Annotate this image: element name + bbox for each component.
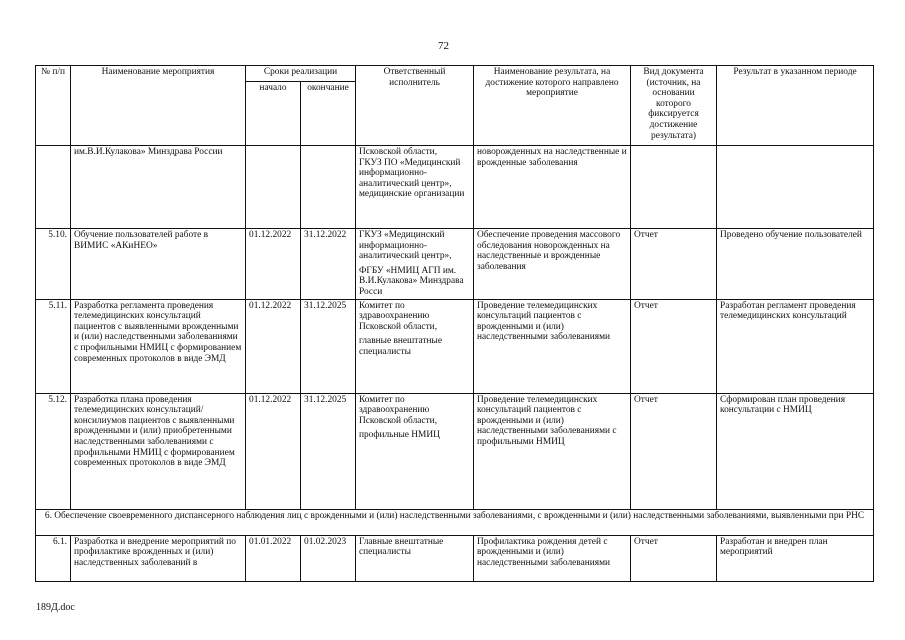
- row-result-name: Профилактика рождения детей с врожденными и (или) наследственными заболеваниями: [474, 535, 631, 581]
- row-responsible: [356, 146, 474, 229]
- header-name: Наименование мероприятия: [71, 66, 246, 146]
- row-num: 5.10.: [36, 229, 71, 300]
- row-result-name: Проведение телемедицинских консультаций пациентов с врожденными и (или) наследственными заболеваниями: [474, 299, 631, 393]
- table-row: [36, 535, 874, 581]
- row-doc-type: Отчет: [631, 229, 717, 300]
- header-num: № п/п: [36, 66, 71, 146]
- header-period: Сроки реализации: [246, 66, 356, 82]
- row-responsible: Главные внештатные специалисты: [356, 535, 474, 581]
- row-start: [246, 146, 301, 229]
- row-name: Разработка и внедрение мероприятий по профилактике врожденных и (или) наследственных заболеваний в: [71, 535, 246, 581]
- row-result-period: Разработан регламент проведения телемедицинских консультаций: [717, 299, 874, 393]
- section-6-title: 6. Обеспечение своевременного диспансерного наблюдения лиц с врожденными и (или) наследственными заболеваниями, с врожденными и (или) наследственными заболеваниями, выявленными при РНС: [36, 509, 874, 535]
- responsible-line: Комитет по здравоохранению Псковской области,: [359, 394, 438, 426]
- row-end: 31.12.2022: [301, 229, 356, 300]
- responsible-line: ГКУЗ ПО «Медицинский информационно-аналитический центр», медицинские организации: [359, 157, 465, 200]
- header-doc-type: Вид документа (источник, на основании которого фиксируется достижение результата): [631, 66, 717, 146]
- row-result-period: [717, 146, 874, 229]
- measures-table: [35, 65, 874, 582]
- row-result-period: Проведено обучение пользователей: [717, 229, 874, 300]
- header-start: начало: [246, 82, 301, 146]
- section-heading-row: [36, 509, 874, 535]
- row-result-name: Проведение телемедицинских консультаций пациентов с врожденными и (или) наследственными заболеваниями с профильными НМИЦ: [474, 393, 631, 509]
- header-responsible: Ответственный исполнитель: [356, 66, 474, 146]
- header-end: окончание: [301, 82, 356, 146]
- row-doc-type: Отчет: [631, 535, 717, 581]
- responsible-line: профильные НМИЦ: [359, 430, 440, 441]
- row-end: 31.12.2025: [301, 299, 356, 393]
- table-row: [36, 299, 874, 393]
- table-row: [36, 229, 874, 300]
- row-start: 01.12.2022: [246, 229, 301, 300]
- row-num: 6.1.: [36, 535, 71, 581]
- row-start: 01.12.2022: [246, 299, 301, 393]
- row-doc-type: Отчет: [631, 299, 717, 393]
- page-number: 72: [438, 40, 449, 52]
- responsible-line: ФГБУ «НМИЦ АГП им. В.И.Кулакова» Минздрава Росси: [359, 265, 464, 297]
- table-row: [36, 393, 874, 509]
- row-name: Разработка плана проведения телемедицинских консультаций/консилиумов пациентов с выявленными врожденными и (или) приобретенными наследственными заболеваниями с профильными НМИЦ с формированием современных протоколов в виде ЭМД: [71, 393, 246, 509]
- header-result-period: Результат в указанном периоде: [717, 66, 874, 146]
- row-num: [36, 146, 71, 229]
- row-name: Разработка регламента проведения телемедицинских консультаций пациентов с выявленными врожденными и (или) наследственными заболеваниями с профильными НМИЦ с формированием современных протоколов в виде ЭМД: [71, 299, 246, 393]
- row-num: 5.11.: [36, 299, 71, 393]
- row-result-period: Разработан и внедрен план мероприятий: [717, 535, 874, 581]
- row-responsible: [356, 393, 474, 509]
- row-doc-type: [631, 146, 717, 229]
- table-row: [36, 146, 874, 229]
- row-name: им.В.И.Кулакова» Минздрава России: [71, 146, 246, 229]
- responsible-line: главные внештатные специалисты: [359, 336, 442, 357]
- row-result-name: новорожденных на наследственные и врожденные заболевания: [474, 146, 631, 229]
- header-result-name: Наименование результата, на достижение которого направлено мероприятие: [474, 66, 631, 146]
- row-responsible: [356, 229, 474, 300]
- row-name: Обучение пользователей работе в ВИМИС «АКиНЕО»: [71, 229, 246, 300]
- measures-table-container: [35, 65, 873, 582]
- footer-filename: 189Д.doc: [36, 602, 75, 613]
- row-num: 5.12.: [36, 393, 71, 509]
- responsible-line: ГКУЗ «Медицинский информационно-аналитический центр»,: [359, 230, 452, 262]
- row-result-name: Обеспечение проведения массового обследования новорожденных на наследственные и врожденные заболевания: [474, 229, 631, 300]
- row-end: [301, 146, 356, 229]
- row-doc-type: Отчет: [631, 393, 717, 509]
- row-end: 01.02.2023: [301, 535, 356, 581]
- row-start: 01.01.2022: [246, 535, 301, 581]
- row-end: 31.12.2025: [301, 393, 356, 509]
- row-start: 01.12.2022: [246, 393, 301, 509]
- row-result-period: Сформирован план проведения консультации с НМИЦ: [717, 393, 874, 509]
- responsible-line: Комитет по здравоохранению Псковской области,: [359, 300, 438, 332]
- responsible-line: Псковской области,: [359, 147, 438, 157]
- row-responsible: [356, 299, 474, 393]
